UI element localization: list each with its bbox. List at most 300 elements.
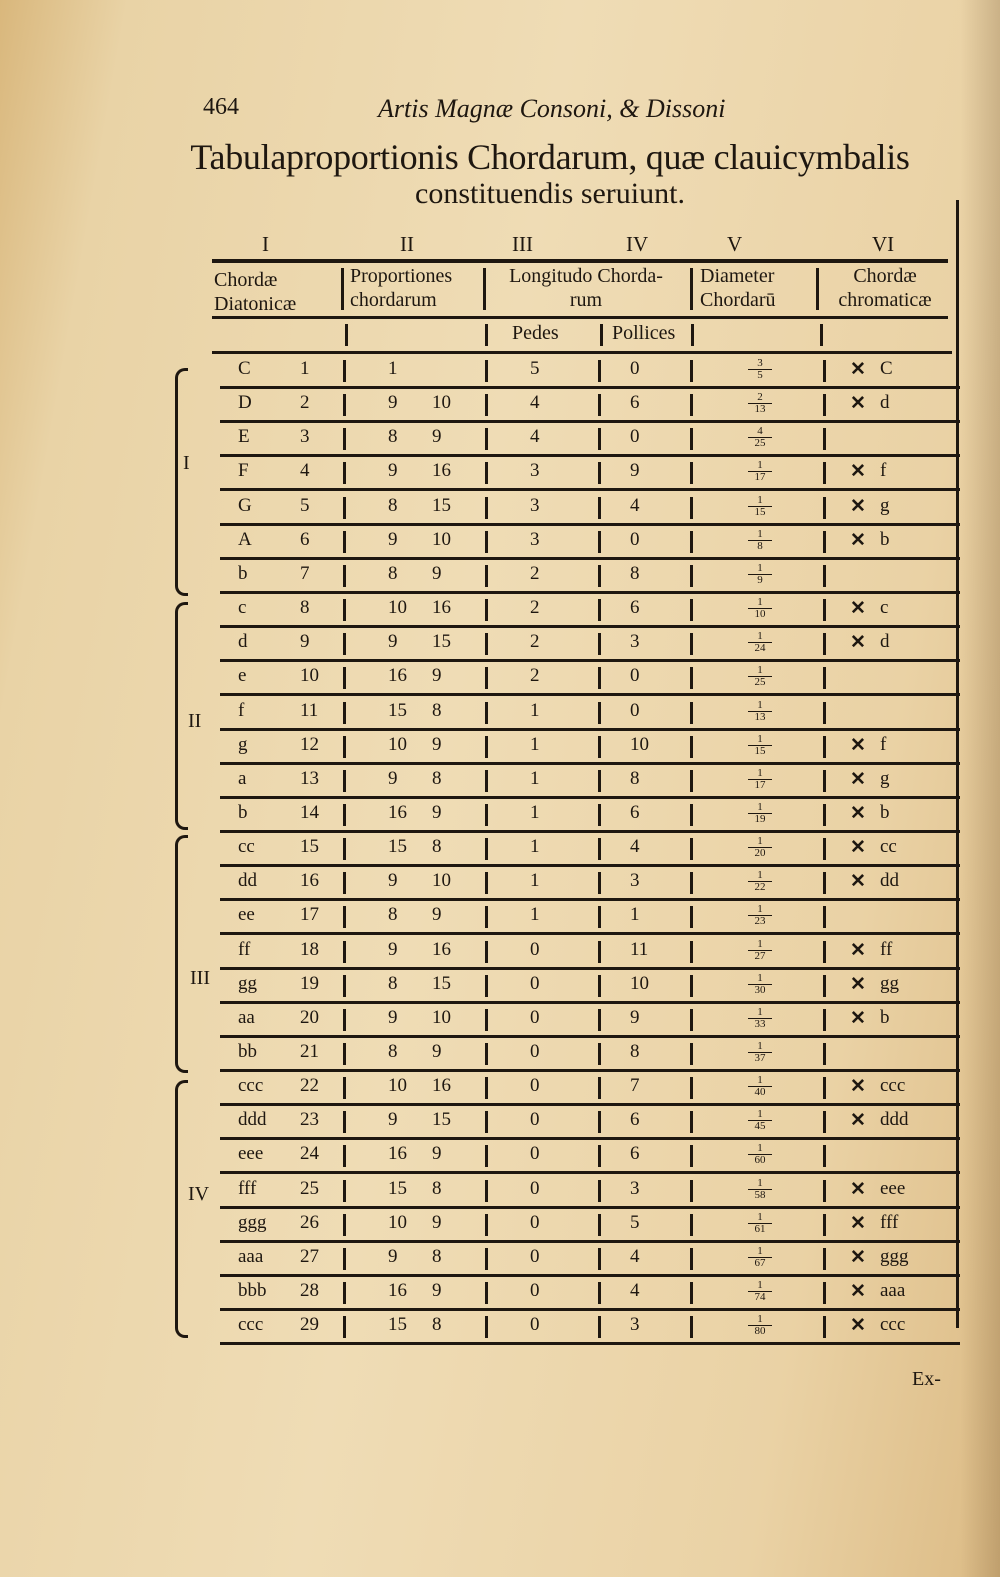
diameter-numerator: 1 <box>757 1040 763 1052</box>
diameter-fraction <box>748 1143 772 1166</box>
chromatic-note: aaa <box>880 1280 906 1302</box>
proportion-second: 8 <box>432 836 442 858</box>
diameter-denominator: 58 <box>748 1189 772 1201</box>
header-divider <box>690 268 693 310</box>
column-separator <box>485 1316 488 1338</box>
column-separator <box>690 394 693 416</box>
diameter-numerator: 1 <box>757 1279 763 1292</box>
table-row <box>0 1278 1000 1312</box>
diameter-fraction <box>748 529 772 552</box>
column-separator <box>343 1248 346 1270</box>
length-pedes: 0 <box>530 972 540 994</box>
length-pedes: 2 <box>530 597 540 619</box>
note-index: 26 <box>300 1211 319 1233</box>
column-separator <box>598 565 601 587</box>
column-separator <box>485 462 488 484</box>
column-separator <box>598 667 601 689</box>
column-separator <box>343 1009 346 1031</box>
row-rule <box>220 693 960 696</box>
length-pedes: 1 <box>530 733 540 755</box>
sharp-symbol: ✕ <box>850 392 866 415</box>
proportion-first: 8 <box>388 494 398 516</box>
length-pedes: 0 <box>530 1211 540 1233</box>
note-index: 6 <box>300 528 310 550</box>
proportion-second: 10 <box>432 1006 451 1028</box>
column-separator <box>690 804 693 826</box>
length-pedes: 1 <box>530 801 540 823</box>
sharp-symbol: ✕ <box>850 597 866 620</box>
proportion-second: 9 <box>432 562 442 584</box>
diameter-numerator: 1 <box>757 630 763 643</box>
diameter-denominator: 23 <box>748 915 772 927</box>
column-separator <box>598 633 601 655</box>
length-pollices: 4 <box>630 836 640 858</box>
proportion-second: 16 <box>432 938 451 960</box>
table-row <box>0 527 1000 561</box>
column-separator <box>598 1214 601 1236</box>
column-separator <box>823 1316 826 1338</box>
column-separator <box>343 667 346 689</box>
diameter-numerator: 1 <box>757 493 763 506</box>
diameter-denominator: 15 <box>748 506 772 518</box>
column-separator <box>690 702 693 724</box>
diameter-denominator: 9 <box>748 574 772 586</box>
column-separator <box>343 1111 346 1133</box>
chromatic-note: d <box>880 392 890 414</box>
column-separator <box>823 1145 826 1167</box>
length-pollices: 10 <box>630 733 649 755</box>
length-pedes: 0 <box>530 1280 540 1302</box>
header-diameter-line-2: Chordarū <box>700 289 776 311</box>
sharp-symbol: ✕ <box>850 801 866 824</box>
proportion-first: 16 <box>388 801 407 823</box>
column-separator <box>343 838 346 860</box>
note-name: fff <box>238 1177 257 1199</box>
header-proportiones-line-2: chordarum <box>350 289 437 311</box>
column-separator <box>485 1077 488 1099</box>
note-index: 7 <box>300 562 310 584</box>
diameter-denominator: 10 <box>748 608 772 620</box>
diameter-numerator: 1 <box>757 1210 763 1223</box>
column-separator <box>598 1316 601 1338</box>
catchword: Ex- <box>912 1368 941 1390</box>
diameter-fraction <box>748 904 772 927</box>
column-separator <box>485 1009 488 1031</box>
diameter-denominator: 22 <box>748 881 772 893</box>
note-name: A <box>238 528 252 550</box>
column-separator <box>485 1214 488 1236</box>
row-rule <box>220 386 960 389</box>
sharp-symbol: ✕ <box>850 1177 866 1200</box>
length-pedes: 3 <box>530 460 540 482</box>
length-pollices: 8 <box>630 767 640 789</box>
row-rule <box>220 1035 960 1038</box>
length-pedes: 4 <box>530 426 540 448</box>
sharp-symbol: ✕ <box>850 1006 866 1029</box>
diameter-denominator: 24 <box>748 642 772 654</box>
diameter-numerator: 1 <box>757 1176 763 1189</box>
group-label-4: IV <box>188 1183 210 1205</box>
column-separator <box>485 1145 488 1167</box>
chromatic-note: eee <box>880 1177 906 1199</box>
proportion-second: 15 <box>432 494 451 516</box>
proportion-second: 9 <box>432 1211 442 1233</box>
column-separator <box>823 531 826 553</box>
header-divider <box>341 268 344 310</box>
column-separator <box>690 497 693 519</box>
length-pollices: 0 <box>630 426 640 448</box>
diameter-fraction <box>748 1212 772 1235</box>
row-rule <box>220 796 960 799</box>
note-index: 9 <box>300 631 310 653</box>
row-rule <box>220 1069 960 1072</box>
note-name: g <box>238 733 248 755</box>
proportion-second: 9 <box>432 801 442 823</box>
column-separator <box>485 906 488 928</box>
length-pollices: 3 <box>630 1177 640 1199</box>
column-separator <box>690 1316 693 1338</box>
column-separator <box>485 872 488 894</box>
column-separator <box>598 1248 601 1270</box>
length-pedes: 0 <box>530 1314 540 1336</box>
diameter-denominator: 25 <box>748 676 772 688</box>
chromatic-note: C <box>880 358 893 379</box>
header-diameter <box>700 264 776 312</box>
proportion-first: 8 <box>388 904 398 926</box>
proportion-first: 16 <box>388 665 407 687</box>
subheader-divider <box>820 324 823 346</box>
chromatic-note: ccc <box>880 1075 906 1097</box>
column-separator <box>823 633 826 655</box>
diameter-fraction <box>748 392 772 415</box>
diameter-fraction <box>748 1075 772 1098</box>
column-separator <box>343 462 346 484</box>
length-pedes: 1 <box>530 870 540 892</box>
length-pollices: 9 <box>630 460 640 482</box>
table-row <box>0 458 1000 492</box>
length-pollices: 3 <box>630 1314 640 1336</box>
length-pollices: 9 <box>630 1006 640 1028</box>
row-rule <box>220 625 960 628</box>
proportion-second: 15 <box>432 972 451 994</box>
diameter-denominator: 74 <box>748 1291 772 1303</box>
diameter-numerator: 1 <box>757 596 763 609</box>
table-row <box>0 390 1000 424</box>
header-chordae-diatonicae <box>214 268 296 316</box>
note-index: 25 <box>300 1177 319 1199</box>
proportion-first: 10 <box>388 1075 407 1097</box>
table-row <box>0 971 1000 1005</box>
column-separator <box>485 838 488 860</box>
proportion-second: 16 <box>432 460 451 482</box>
proportion-first: 8 <box>388 972 398 994</box>
note-index: 22 <box>300 1075 319 1097</box>
proportion-second: 8 <box>432 767 442 789</box>
note-name: a <box>238 767 247 789</box>
table-row <box>0 937 1000 971</box>
row-rule <box>220 1308 960 1311</box>
diameter-numerator: 1 <box>757 766 763 779</box>
chromatic-note: gg <box>880 972 899 994</box>
length-pollices: 0 <box>630 699 640 721</box>
column-separator <box>598 770 601 792</box>
column-separator <box>485 633 488 655</box>
column-separator <box>343 736 346 758</box>
length-pollices: 8 <box>630 562 640 584</box>
table-row <box>0 1107 1000 1141</box>
row-rule <box>220 898 960 901</box>
column-separator <box>598 1043 601 1065</box>
proportion-first: 9 <box>388 767 398 789</box>
note-name: bbb <box>238 1280 267 1302</box>
proportion-first: 1 <box>388 358 398 379</box>
diameter-numerator: 1 <box>757 527 763 540</box>
diameter-denominator: 20 <box>748 847 772 859</box>
running-head <box>0 94 1000 130</box>
column-separator <box>598 838 601 860</box>
column-separator <box>690 428 693 450</box>
note-index: 5 <box>300 494 310 516</box>
row-rule <box>220 932 960 935</box>
table-title-line-2: constituendis seruiunt. <box>415 177 685 210</box>
row-rule <box>220 1274 960 1277</box>
column-separator <box>343 360 346 382</box>
diameter-fraction <box>748 768 772 791</box>
row-rule <box>220 420 960 423</box>
header-proportiones <box>350 264 452 312</box>
table-right-border <box>956 200 959 1328</box>
proportion-first: 15 <box>388 836 407 858</box>
length-pedes: 2 <box>530 631 540 653</box>
length-pollices: 6 <box>630 392 640 414</box>
length-pollices: 3 <box>630 870 640 892</box>
column-separator <box>598 1077 601 1099</box>
chromatic-note: ddd <box>880 1109 909 1131</box>
column-separator <box>690 531 693 553</box>
diameter-denominator: 80 <box>748 1325 772 1337</box>
diameter-denominator: 37 <box>748 1052 772 1064</box>
header-pedes: Pedes <box>512 322 559 344</box>
note-name: F <box>238 460 249 482</box>
proportion-second: 9 <box>432 904 442 926</box>
page-number: 464 <box>203 94 239 120</box>
note-name: dd <box>238 870 257 892</box>
diameter-fraction <box>748 700 772 723</box>
diameter-numerator: 1 <box>757 800 763 813</box>
diameter-denominator: 30 <box>748 984 772 996</box>
table-row <box>0 663 1000 697</box>
column-separator <box>343 906 346 928</box>
column-numeral-3: III <box>512 232 533 256</box>
proportion-second: 8 <box>432 1245 442 1267</box>
diameter-numerator: 1 <box>757 561 763 574</box>
column-separator <box>823 1009 826 1031</box>
column-numeral-6: VI <box>872 232 895 256</box>
length-pollices: 3 <box>630 631 640 653</box>
column-separator <box>598 941 601 963</box>
header-diameter-line-1: Diameter <box>700 265 775 287</box>
row-rule <box>220 659 960 662</box>
column-separator <box>485 975 488 997</box>
diameter-fraction <box>748 358 772 381</box>
column-separator <box>598 462 601 484</box>
note-index: 10 <box>300 665 319 687</box>
note-index: 1 <box>300 358 310 379</box>
note-name: eee <box>238 1143 264 1165</box>
diameter-fraction <box>748 665 772 688</box>
diameter-denominator: 8 <box>748 540 772 552</box>
diameter-fraction <box>748 631 772 654</box>
column-separator <box>690 838 693 860</box>
column-separator <box>823 1077 826 1099</box>
note-index: 15 <box>300 836 319 858</box>
table-row <box>0 561 1000 595</box>
subheader-divider <box>345 324 348 346</box>
column-separator <box>823 838 826 860</box>
proportion-first: 8 <box>388 426 398 448</box>
proportion-first: 8 <box>388 1041 398 1062</box>
group-label-2: II <box>188 710 202 732</box>
proportion-second: 8 <box>432 1314 442 1336</box>
column-separator <box>343 1145 346 1167</box>
chromatic-note: b <box>880 1006 890 1028</box>
length-pollices: 11 <box>630 938 649 960</box>
column-separator <box>343 1043 346 1065</box>
column-separator <box>598 1282 601 1304</box>
table-row <box>0 1141 1000 1175</box>
column-separator <box>598 872 601 894</box>
column-separator <box>485 702 488 724</box>
proportion-second: 9 <box>432 426 442 448</box>
sharp-symbol: ✕ <box>850 938 866 961</box>
note-name: d <box>238 631 248 653</box>
proportion-second: 10 <box>432 870 451 892</box>
row-rule <box>220 1171 960 1174</box>
sharp-symbol: ✕ <box>850 631 866 654</box>
column-separator <box>690 1282 693 1304</box>
column-separator <box>690 736 693 758</box>
proportion-second: 8 <box>432 699 442 721</box>
column-separator <box>823 1043 826 1065</box>
column-separator <box>485 804 488 826</box>
note-index: 28 <box>300 1280 319 1302</box>
proportion-first: 15 <box>388 1314 407 1336</box>
note-name: bb <box>238 1041 257 1062</box>
column-numeral-1: I <box>262 232 269 256</box>
length-pollices: 6 <box>630 801 640 823</box>
length-pollices: 10 <box>630 972 649 994</box>
sharp-symbol: ✕ <box>850 1109 866 1132</box>
table-row <box>0 1073 1000 1107</box>
proportion-first: 10 <box>388 1211 407 1233</box>
proportion-second: 16 <box>432 1075 451 1097</box>
table-title-line-1: Tabulaproportionis Chordarum, quæ clauicymbalis <box>190 137 910 177</box>
note-name: gg <box>238 972 257 994</box>
note-index: 11 <box>300 699 319 721</box>
column-separator <box>690 1009 693 1031</box>
note-name: f <box>238 699 245 721</box>
column-separator <box>598 906 601 928</box>
diameter-fraction <box>748 460 772 483</box>
column-separator <box>598 599 601 621</box>
column-separator <box>823 667 826 689</box>
table-row <box>0 800 1000 834</box>
column-separator <box>485 1111 488 1133</box>
chromatic-note: ff <box>880 938 893 960</box>
subheader-divider <box>485 324 488 346</box>
column-separator <box>823 906 826 928</box>
column-separator <box>690 906 693 928</box>
column-separator <box>598 1180 601 1202</box>
sharp-symbol: ✕ <box>850 836 866 859</box>
column-separator <box>485 1043 488 1065</box>
proportion-second: 9 <box>432 733 442 755</box>
column-separator <box>343 941 346 963</box>
column-separator <box>690 667 693 689</box>
column-separator <box>485 667 488 689</box>
length-pollices: 7 <box>630 1075 640 1097</box>
diameter-numerator: 2 <box>757 391 763 404</box>
column-separator <box>343 975 346 997</box>
proportion-first: 9 <box>388 392 398 414</box>
table-row <box>0 1039 1000 1073</box>
sharp-symbol: ✕ <box>850 1211 866 1234</box>
diameter-fraction <box>748 734 772 757</box>
length-pedes: 2 <box>530 665 540 687</box>
diameter-fraction <box>748 973 772 996</box>
note-name: ccc <box>238 1075 264 1097</box>
column-separator <box>690 975 693 997</box>
diameter-fraction <box>748 426 772 449</box>
column-separator <box>343 633 346 655</box>
note-name: aaa <box>238 1245 264 1267</box>
length-pollices: 6 <box>630 597 640 619</box>
note-name: D <box>238 392 252 414</box>
column-separator <box>823 770 826 792</box>
proportion-first: 10 <box>388 597 407 619</box>
column-separator <box>690 565 693 587</box>
length-pedes: 0 <box>530 1109 540 1131</box>
length-pollices: 6 <box>630 1109 640 1131</box>
proportion-first: 10 <box>388 733 407 755</box>
length-pedes: 1 <box>530 767 540 789</box>
column-separator <box>823 394 826 416</box>
sharp-symbol: ✕ <box>850 1245 866 1268</box>
diameter-numerator: 1 <box>757 732 763 745</box>
column-separator <box>343 770 346 792</box>
subheader-divider <box>691 324 694 346</box>
diameter-denominator: 13 <box>748 711 772 723</box>
chromatic-note: dd <box>880 870 899 892</box>
length-pedes: 1 <box>530 904 540 926</box>
diameter-fraction <box>748 1007 772 1030</box>
sharp-symbol: ✕ <box>850 733 866 756</box>
diameter-denominator: 19 <box>748 813 772 825</box>
diameter-numerator: 1 <box>757 937 763 950</box>
chromatic-note: d <box>880 631 890 653</box>
header-chromaticae-line-1: Chordæ <box>853 265 917 287</box>
column-separator <box>598 975 601 997</box>
table-row <box>0 356 1000 390</box>
note-index: 17 <box>300 904 319 926</box>
proportion-second: 16 <box>432 597 451 619</box>
chromatic-note: fff <box>880 1211 899 1233</box>
proportion-second: 9 <box>432 1041 442 1062</box>
note-index: 16 <box>300 870 319 892</box>
diameter-numerator: 3 <box>757 357 763 369</box>
note-index: 23 <box>300 1109 319 1131</box>
diameter-fraction <box>748 836 772 859</box>
